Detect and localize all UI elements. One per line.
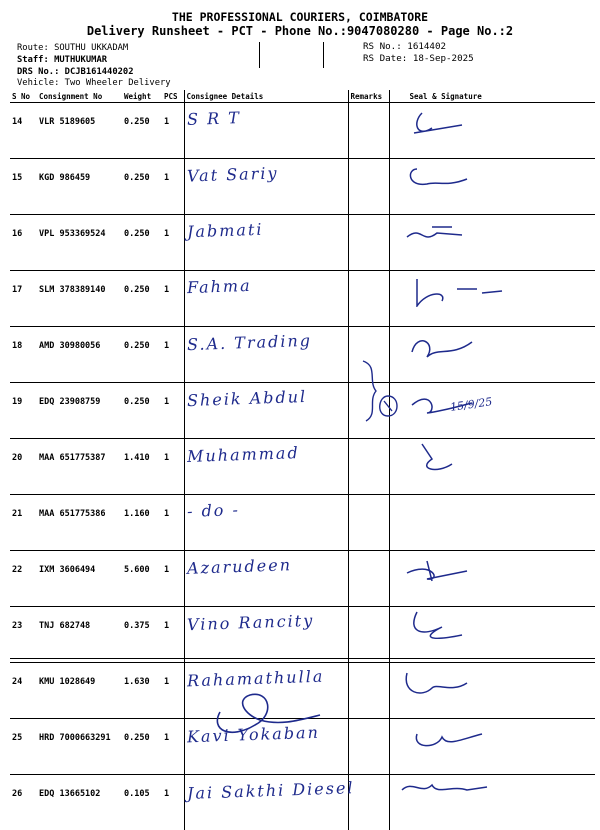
col-consignment: Consignment No	[37, 90, 122, 103]
row-consignment-no: HRD 7000663291	[37, 719, 122, 775]
staff-label: Staff:	[17, 55, 49, 65]
row-signature	[389, 215, 595, 271]
table-row	[10, 383, 595, 439]
handwritten-consignee: S R T	[186, 108, 240, 129]
row-sno: 22	[10, 551, 37, 607]
handwritten-consignee: Jai Sakthi Diesel	[186, 778, 354, 803]
row-weight: 0.250	[122, 383, 162, 439]
handwritten-consignee: Azarudeen	[186, 555, 292, 578]
row-sno: 21	[10, 495, 37, 551]
row-remarks	[348, 663, 389, 719]
row-remarks	[348, 271, 389, 327]
vehicle-value: Two Wheeler Delivery	[65, 78, 171, 88]
row-remarks	[348, 495, 389, 551]
route-value: SOUTHU UKKADAM	[54, 43, 128, 53]
signature-scribble	[392, 327, 512, 363]
signature-scribble	[392, 719, 512, 755]
row-sno: 14	[10, 103, 37, 159]
staff-line	[17, 55, 107, 66]
signature-scribble	[392, 215, 512, 251]
row-weight: 0.105	[122, 775, 162, 830]
row-signature	[389, 495, 595, 551]
row-remarks	[348, 719, 389, 775]
row-sno: 26	[10, 775, 37, 830]
handwritten-consignee: Vino Rancity	[186, 611, 314, 634]
row-weight: 1.160	[122, 495, 162, 551]
handwritten-consignee: S.A. Trading	[186, 331, 312, 354]
row-weight: 0.250	[122, 159, 162, 215]
signature-scribble	[392, 159, 512, 195]
col-sno: S No	[10, 90, 37, 103]
row-weight: 0.375	[122, 607, 162, 663]
row-signature	[389, 327, 595, 383]
remarks-brace-mark	[358, 356, 408, 426]
row-weight: 0.250	[122, 103, 162, 159]
row-signature	[389, 271, 595, 327]
row-weight: 0.250	[122, 215, 162, 271]
row-remarks	[348, 103, 389, 159]
row-weight: 0.250	[122, 327, 162, 383]
row-consignment-no: SLM 378389140	[37, 271, 122, 327]
row-consignee	[184, 775, 348, 830]
row-signature	[389, 159, 595, 215]
row-signature	[389, 719, 595, 775]
table-row	[10, 159, 595, 215]
row-signature	[389, 103, 595, 159]
rs-date-value: 18-Sep-2025	[413, 53, 474, 64]
table-row	[10, 775, 595, 830]
rs-date-label: RS Date:	[363, 53, 407, 64]
col-remarks: Remarks	[348, 90, 389, 103]
row-sno: 25	[10, 719, 37, 775]
row-consignment-no: TNJ 682748	[37, 607, 122, 663]
col-signature: Seal & Signature	[389, 90, 595, 103]
row-sno: 23	[10, 607, 37, 663]
row-sno: 15	[10, 159, 37, 215]
large-signature-scribble	[200, 670, 330, 740]
handwritten-consignee: - do -	[186, 500, 239, 521]
row-weight: 0.250	[122, 719, 162, 775]
row-consignee	[184, 271, 348, 327]
rs-no-value: 1614402	[407, 41, 446, 52]
signature-scribble	[392, 103, 512, 139]
handwritten-date: 15/9/25	[449, 395, 493, 414]
row-consignee	[184, 103, 348, 159]
row-pcs: 1	[162, 439, 184, 495]
row-remarks	[348, 551, 389, 607]
handwritten-consignee: Kavi Yokaban	[186, 723, 319, 747]
row-consignment-no: EDQ 23908759	[37, 383, 122, 439]
col-consignee: Consignee Details	[184, 90, 348, 103]
rs-info	[363, 41, 474, 65]
handwritten-consignee: Muhammad	[186, 443, 299, 466]
col-weight: Weight	[122, 90, 162, 103]
row-consignment-no: IXM 3606494	[37, 551, 122, 607]
row-signature	[389, 439, 595, 495]
table-row	[10, 607, 595, 663]
row-consignee	[184, 439, 348, 495]
route-line	[17, 43, 128, 54]
row-consignment-no: EDQ 13665102	[37, 775, 122, 830]
runsheet-title: Delivery Runsheet - PCT - Phone No.:9047080280 - Page No.:2	[0, 24, 600, 38]
route-label: Route:	[17, 43, 49, 53]
row-sno: 17	[10, 271, 37, 327]
handwritten-consignee: Jabmati	[186, 220, 263, 242]
rs-date-line	[363, 53, 474, 65]
row-pcs: 1	[162, 271, 184, 327]
row-pcs: 1	[162, 719, 184, 775]
handwritten-consignee: Vat Sariy	[186, 163, 278, 185]
signature-scribble	[392, 607, 512, 643]
row-consignee	[184, 215, 348, 271]
barcode	[229, 42, 358, 68]
signature-scribble	[392, 775, 512, 811]
rs-no-label: RS No.:	[363, 41, 402, 52]
table-bottom-rule	[10, 658, 595, 659]
row-remarks	[348, 439, 389, 495]
table-row	[10, 551, 595, 607]
handwritten-consignee: Rahamathulla	[186, 667, 324, 691]
row-signature	[389, 383, 595, 439]
row-weight: 1.410	[122, 439, 162, 495]
row-pcs: 1	[162, 159, 184, 215]
handwritten-consignee: Sheik Abdul	[186, 387, 307, 410]
row-consignment-no: VPL 953369524	[37, 215, 122, 271]
row-sno: 24	[10, 663, 37, 719]
handwritten-consignee: Fahma	[186, 276, 251, 297]
signature-scribble	[392, 271, 512, 307]
row-consignment-no: KMU 1028649	[37, 663, 122, 719]
row-consignee	[184, 607, 348, 663]
row-pcs: 1	[162, 775, 184, 830]
company-name: THE PROFESSIONAL COURIERS, COIMBATORE	[0, 10, 600, 24]
row-sno: 20	[10, 439, 37, 495]
row-consignment-no: AMD 30980056	[37, 327, 122, 383]
row-pcs: 1	[162, 327, 184, 383]
signature-scribble	[392, 551, 512, 587]
row-signature	[389, 607, 595, 663]
row-consignee	[184, 383, 348, 439]
table-row	[10, 495, 595, 551]
table-header-row	[10, 90, 595, 103]
row-signature	[389, 775, 595, 830]
row-pcs: 1	[162, 551, 184, 607]
row-weight: 0.250	[122, 271, 162, 327]
row-consignee	[184, 495, 348, 551]
signature-scribble	[392, 663, 512, 699]
row-pcs: 1	[162, 495, 184, 551]
row-consignment-no: KGD 986459	[37, 159, 122, 215]
row-consignment-no: VLR 5189605	[37, 103, 122, 159]
row-remarks	[348, 215, 389, 271]
staff-value: MUTHUKUMAR	[54, 55, 107, 65]
row-consignment-no: MAA 651775387	[37, 439, 122, 495]
row-sno: 16	[10, 215, 37, 271]
vehicle-line	[17, 78, 171, 89]
row-sno: 18	[10, 327, 37, 383]
row-pcs: 1	[162, 215, 184, 271]
row-signature	[389, 663, 595, 719]
row-remarks	[348, 607, 389, 663]
row-pcs: 1	[162, 383, 184, 439]
rs-no-line	[363, 41, 474, 53]
table-row	[10, 439, 595, 495]
signature-scribble	[392, 439, 512, 475]
row-consignment-no: MAA 651775386	[37, 495, 122, 551]
vehicle-label: Vehicle:	[17, 78, 59, 88]
table-row	[10, 215, 595, 271]
row-consignee	[184, 159, 348, 215]
row-weight: 5.600	[122, 551, 162, 607]
row-remarks	[348, 159, 389, 215]
row-consignee	[184, 551, 348, 607]
row-pcs: 1	[162, 663, 184, 719]
table-row	[10, 271, 595, 327]
row-pcs: 1	[162, 103, 184, 159]
col-pcs: PCS	[162, 90, 184, 103]
row-consignee	[184, 327, 348, 383]
row-signature	[389, 551, 595, 607]
row-weight: 1.630	[122, 663, 162, 719]
row-pcs: 1	[162, 607, 184, 663]
drs-label: DRS No.:	[17, 67, 59, 77]
drs-line	[17, 67, 134, 78]
table-row	[10, 327, 595, 383]
table-row	[10, 103, 595, 159]
drs-value: DCJB161440202	[65, 67, 134, 77]
row-sno: 19	[10, 383, 37, 439]
